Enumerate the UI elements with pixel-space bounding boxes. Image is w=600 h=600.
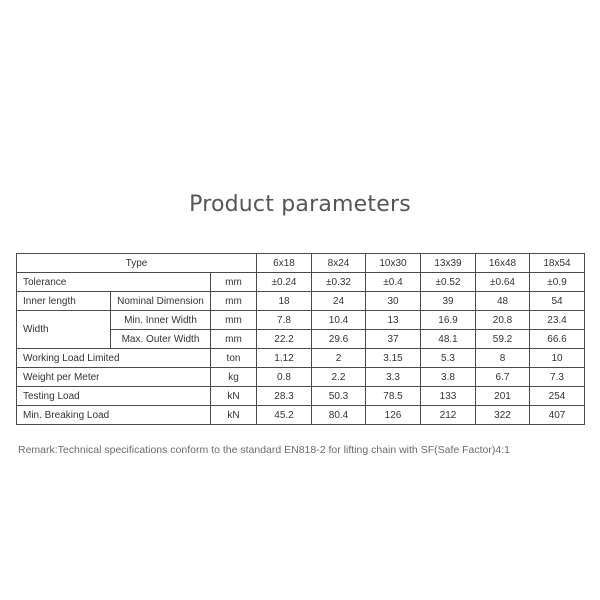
table-row: [17, 292, 585, 311]
table-cell: 13: [366, 311, 421, 330]
table-cell: 59.2: [476, 330, 530, 349]
table-cell: 78.5: [366, 387, 421, 406]
table-cell: 7.8: [257, 311, 312, 330]
table-cell: 407: [530, 406, 585, 425]
row-unit: kN: [211, 387, 257, 406]
row-label: Testing Load: [17, 387, 211, 406]
table-cell: 3.15: [366, 349, 421, 368]
table-cell: 201: [476, 387, 530, 406]
table-cell: 7.3: [530, 368, 585, 387]
table-cell: 322: [476, 406, 530, 425]
row-unit: mm: [211, 330, 257, 349]
table-row: [17, 406, 585, 425]
header-cell: 10x30: [366, 254, 421, 273]
table-row: [17, 273, 585, 292]
table-cell: 3.3: [366, 368, 421, 387]
parameters-table: [16, 253, 585, 425]
table-cell: 80.4: [312, 406, 366, 425]
table-cell: 45.2: [257, 406, 312, 425]
table-row: [17, 368, 585, 387]
table-cell: 18: [257, 292, 312, 311]
table-cell: 24: [312, 292, 366, 311]
table-cell: 1.12: [257, 349, 312, 368]
table-cell: 6.7: [476, 368, 530, 387]
row-sublabel: Min. Inner Width: [111, 311, 211, 330]
table-cell: 2: [312, 349, 366, 368]
row-unit: mm: [211, 273, 257, 292]
row-label: Working Load Limited: [17, 349, 211, 368]
table-cell: 8: [476, 349, 530, 368]
table-cell: 30: [366, 292, 421, 311]
header-cell: 8x24: [312, 254, 366, 273]
table-header-row: [17, 254, 585, 273]
table-cell: 23.4: [530, 311, 585, 330]
table-cell: ±0.52: [421, 273, 476, 292]
table-cell: 28.3: [257, 387, 312, 406]
header-cell: 6x18: [257, 254, 312, 273]
row-label: Weight per Meter: [17, 368, 211, 387]
table-cell: 20.8: [476, 311, 530, 330]
row-unit: kN: [211, 406, 257, 425]
table-cell: ±0.4: [366, 273, 421, 292]
table-cell: 212: [421, 406, 476, 425]
row-unit: mm: [211, 292, 257, 311]
table-cell: 133: [421, 387, 476, 406]
row-label: Width: [17, 311, 111, 349]
table-cell: 37: [366, 330, 421, 349]
table-cell: 10.4: [312, 311, 366, 330]
row-label: Inner length: [17, 292, 111, 311]
table-row: [17, 349, 585, 368]
table-cell: 254: [530, 387, 585, 406]
table-cell: 5.3: [421, 349, 476, 368]
table-cell: 3.8: [421, 368, 476, 387]
row-label: Tolerance: [17, 273, 211, 292]
row-unit: ton: [211, 349, 257, 368]
table-cell: 0.8: [257, 368, 312, 387]
table-cell: ±0.32: [312, 273, 366, 292]
table-cell: 126: [366, 406, 421, 425]
table-cell: ±0.9: [530, 273, 585, 292]
table-cell: 48.1: [421, 330, 476, 349]
table-cell: ±0.64: [476, 273, 530, 292]
table-cell: 39: [421, 292, 476, 311]
table-cell: 54: [530, 292, 585, 311]
table-cell: 2.2: [312, 368, 366, 387]
row-unit: kg: [211, 368, 257, 387]
row-sublabel: Max. Outer Width: [111, 330, 211, 349]
row-label: Min. Breaking Load: [17, 406, 211, 425]
table-cell: 50.3: [312, 387, 366, 406]
header-cell: 13x39: [421, 254, 476, 273]
table-cell: 66.6: [530, 330, 585, 349]
row-unit: mm: [211, 311, 257, 330]
table-cell: 16.9: [421, 311, 476, 330]
row-sublabel: Nominal Dimension: [111, 292, 211, 311]
table-cell: 22.2: [257, 330, 312, 349]
table-row: [17, 387, 585, 406]
page-title: Product parameters: [189, 192, 411, 217]
table-cell: ±0.24: [257, 273, 312, 292]
table-row: [17, 311, 585, 330]
table-cell: 10: [530, 349, 585, 368]
header-type: Type: [17, 254, 257, 273]
header-cell: 18x54: [530, 254, 585, 273]
table-cell: 29.6: [312, 330, 366, 349]
table-cell: 48: [476, 292, 530, 311]
header-cell: 16x48: [476, 254, 530, 273]
remark-text: Remark:Technical specifications conform to the standard EN818-2 for lifting chain with SF(Safe Factor)4:1: [18, 444, 510, 456]
